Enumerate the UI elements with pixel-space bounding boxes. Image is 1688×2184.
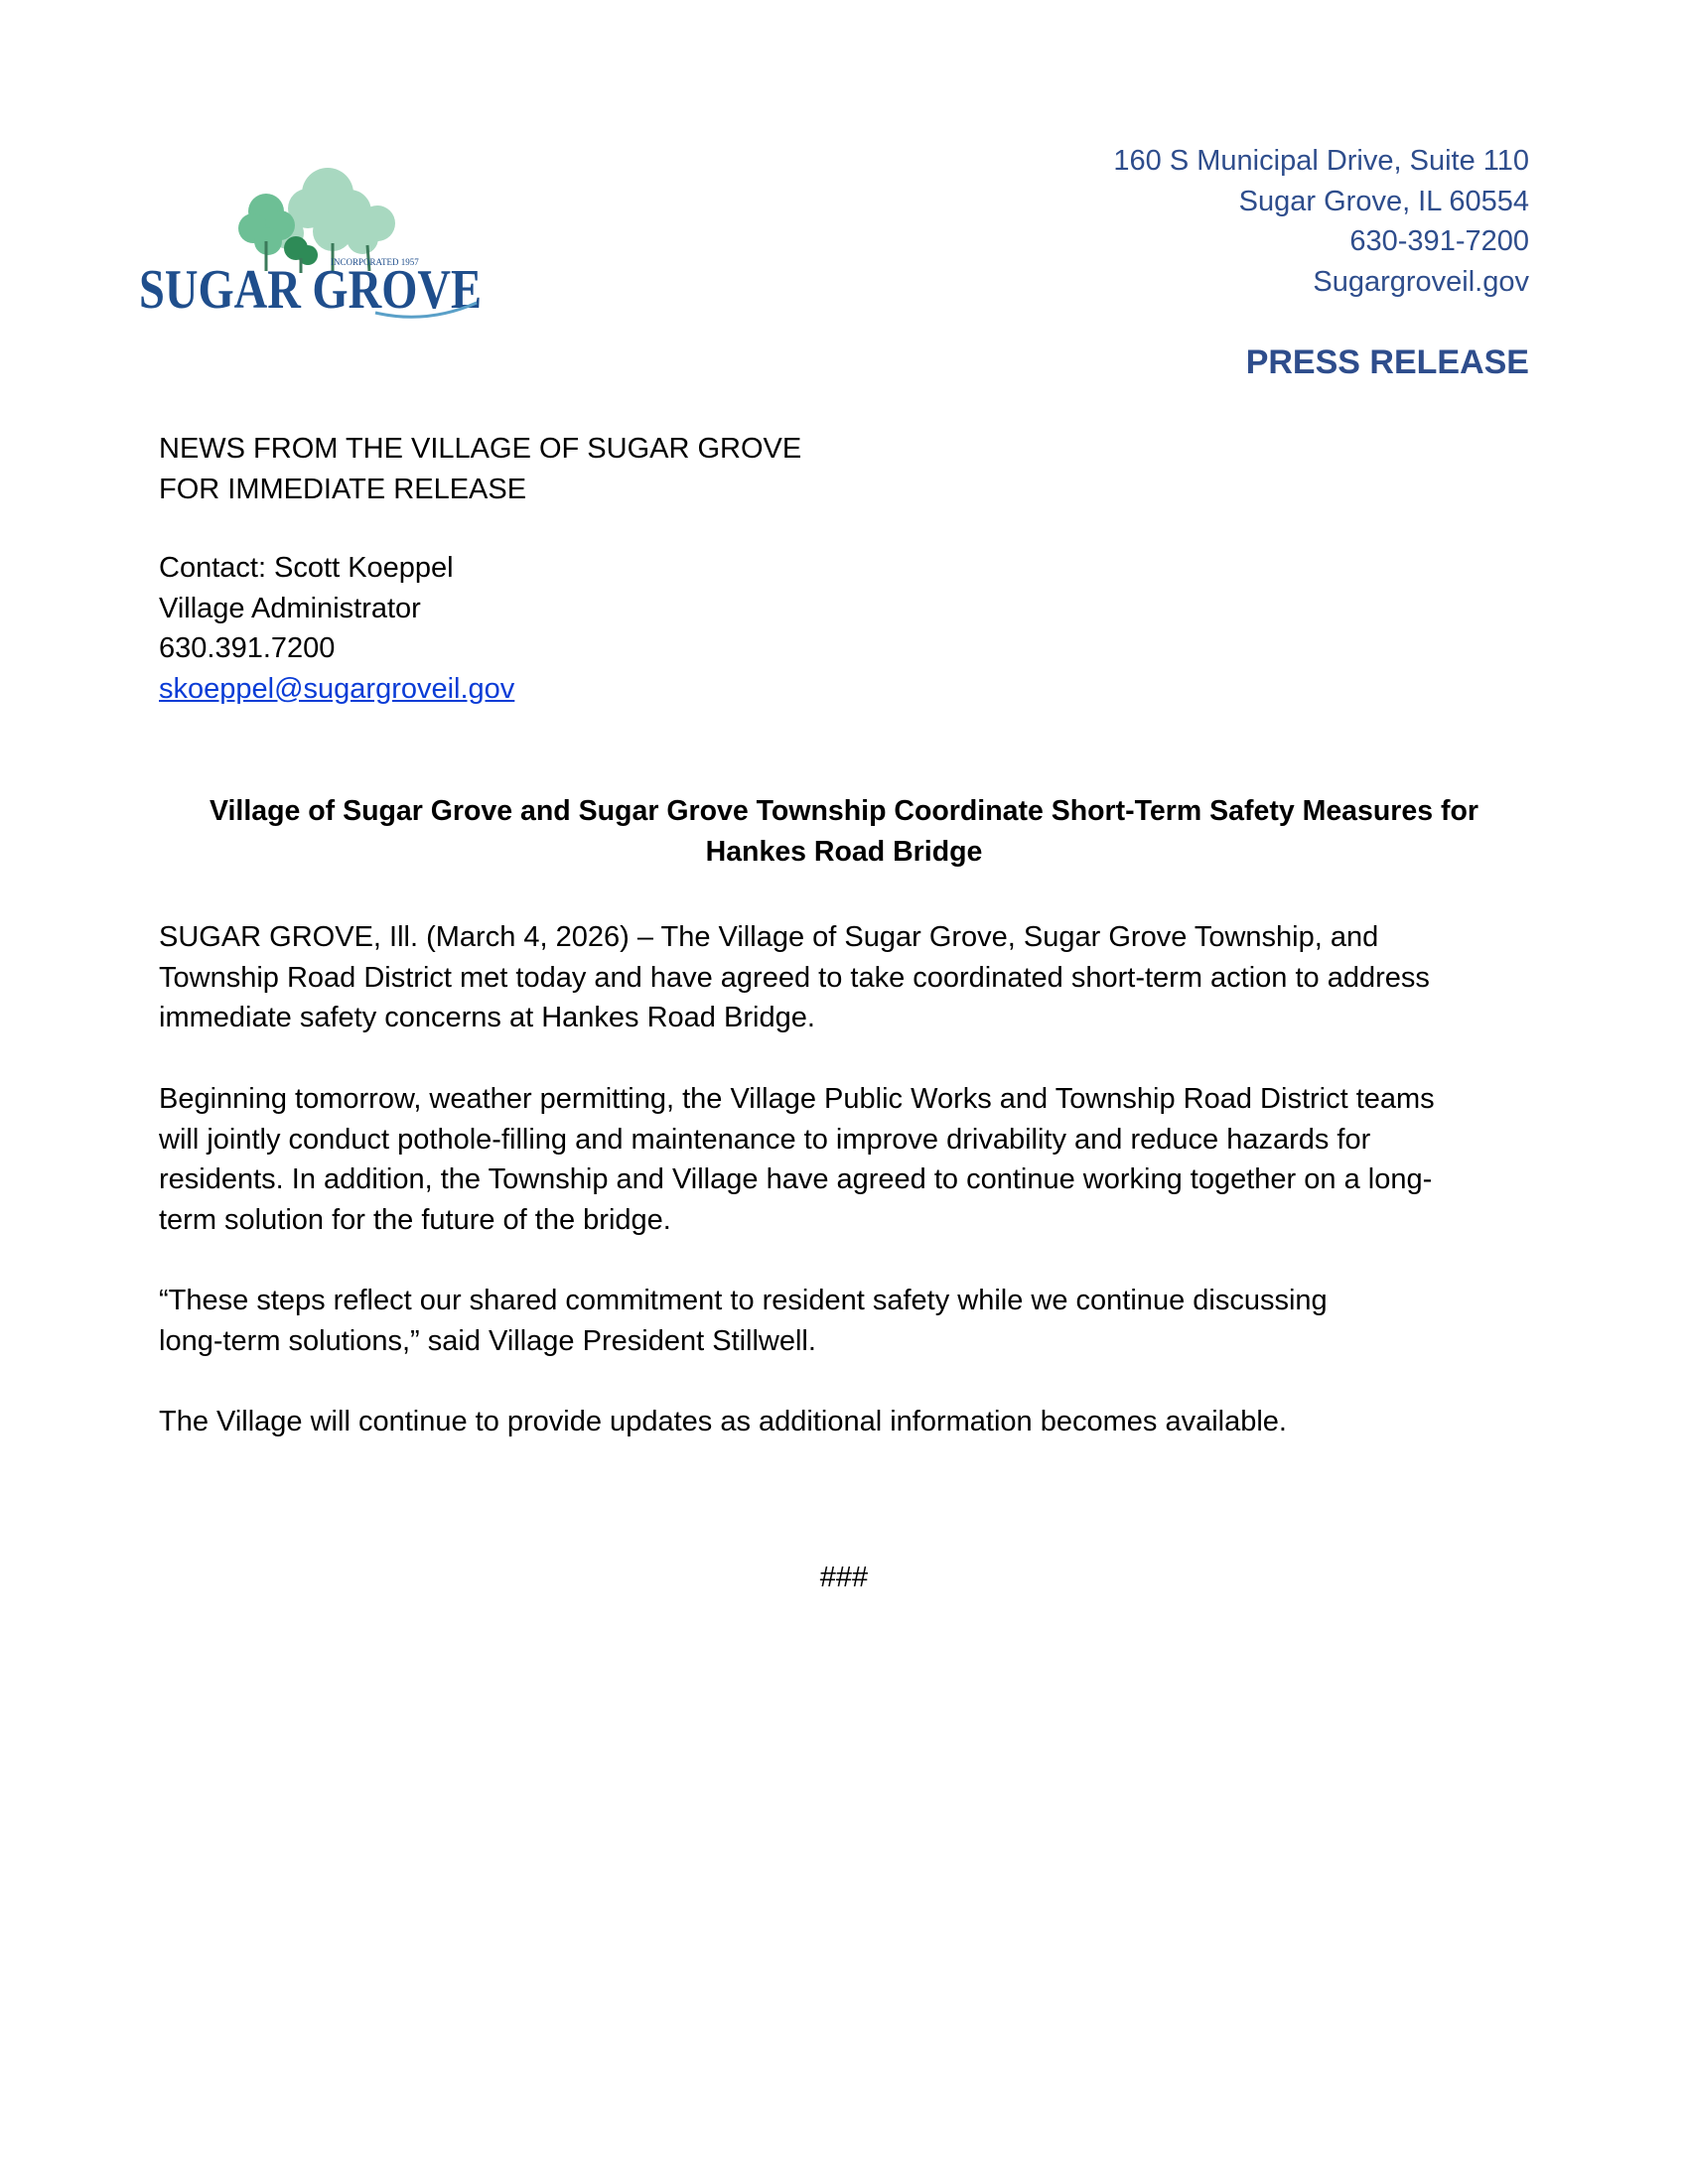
address-street: 160 S Municipal Drive, Suite 110: [1113, 145, 1529, 177]
headline-line-1: Village of Sugar Grove and Sugar Grove Township Coordinate Short-Term Safety Measures for: [209, 795, 1478, 827]
address-phone: 630-391-7200: [1349, 225, 1529, 257]
address-website: Sugargroveil.gov: [1313, 265, 1529, 298]
closing-paragraph: [159, 1402, 1529, 1442]
logo-wordmark: SUGAR GROVE: [139, 259, 482, 321]
paragraph-line: Beginning tomorrow, weather permitting, the Village Public Works and Township Road District teams: [159, 1083, 1435, 1115]
address-city: Sugar Grove, IL 60554: [1238, 185, 1529, 217]
sugar-grove-logo-image: [139, 154, 487, 328]
immediate-release-line: FOR IMMEDIATE RELEASE: [159, 473, 527, 505]
paragraph-line: “These steps reflect our shared commitment to resident safety while we continue discussing: [159, 1285, 1328, 1316]
paragraph-line: long-term solutions,” said Village President Stillwell.: [159, 1324, 816, 1357]
contact-name: Contact: Scott Koeppel: [159, 552, 454, 584]
paragraph-line: term solution for the future of the bridge.: [159, 1203, 671, 1236]
news-header: [159, 429, 801, 509]
headline-line-2: Hankes Road Bridge: [705, 836, 983, 868]
contact-title: Village Administrator: [159, 592, 421, 624]
quote-paragraph: [159, 1281, 1529, 1361]
contact-block: [159, 548, 514, 709]
paragraph-1: [159, 917, 1529, 1038]
paragraph-2: [159, 1079, 1529, 1240]
sugar-grove-logo: [139, 154, 487, 328]
logo-incorporated-text: INCORPORATED 1957: [331, 257, 419, 267]
address-block: [1113, 141, 1529, 302]
contact-email-link[interactable]: skoeppel@sugargroveil.gov: [159, 672, 515, 705]
paragraph-line: will jointly conduct pothole-filling and maintenance to improve drivability and reduce hazards for: [159, 1123, 1371, 1156]
paragraph-line: The Village will continue to provide updates as additional information becomes available.: [159, 1406, 1287, 1437]
press-release-label: PRESS RELEASE: [1245, 343, 1529, 381]
paragraph-line: Township Road District met today and have agreed to take coordinated short-term action to address: [159, 961, 1430, 994]
paragraph-line: residents. In addition, the Township and Village have agreed to continue working together on a long-: [159, 1163, 1433, 1195]
paragraph-line: SUGAR GROVE, Ill. (March 4, 2026) – The Village of Sugar Grove, Sugar Grove Township, and: [159, 921, 1379, 953]
end-mark: ###: [819, 1562, 869, 1593]
contact-phone: 630.391.7200: [159, 632, 336, 664]
paragraph-line: immediate safety concerns at Hankes Road Bridge.: [159, 1002, 815, 1033]
news-from-line: NEWS FROM THE VILLAGE OF SUGAR GROVE: [159, 433, 802, 465]
headline: [159, 791, 1529, 873]
